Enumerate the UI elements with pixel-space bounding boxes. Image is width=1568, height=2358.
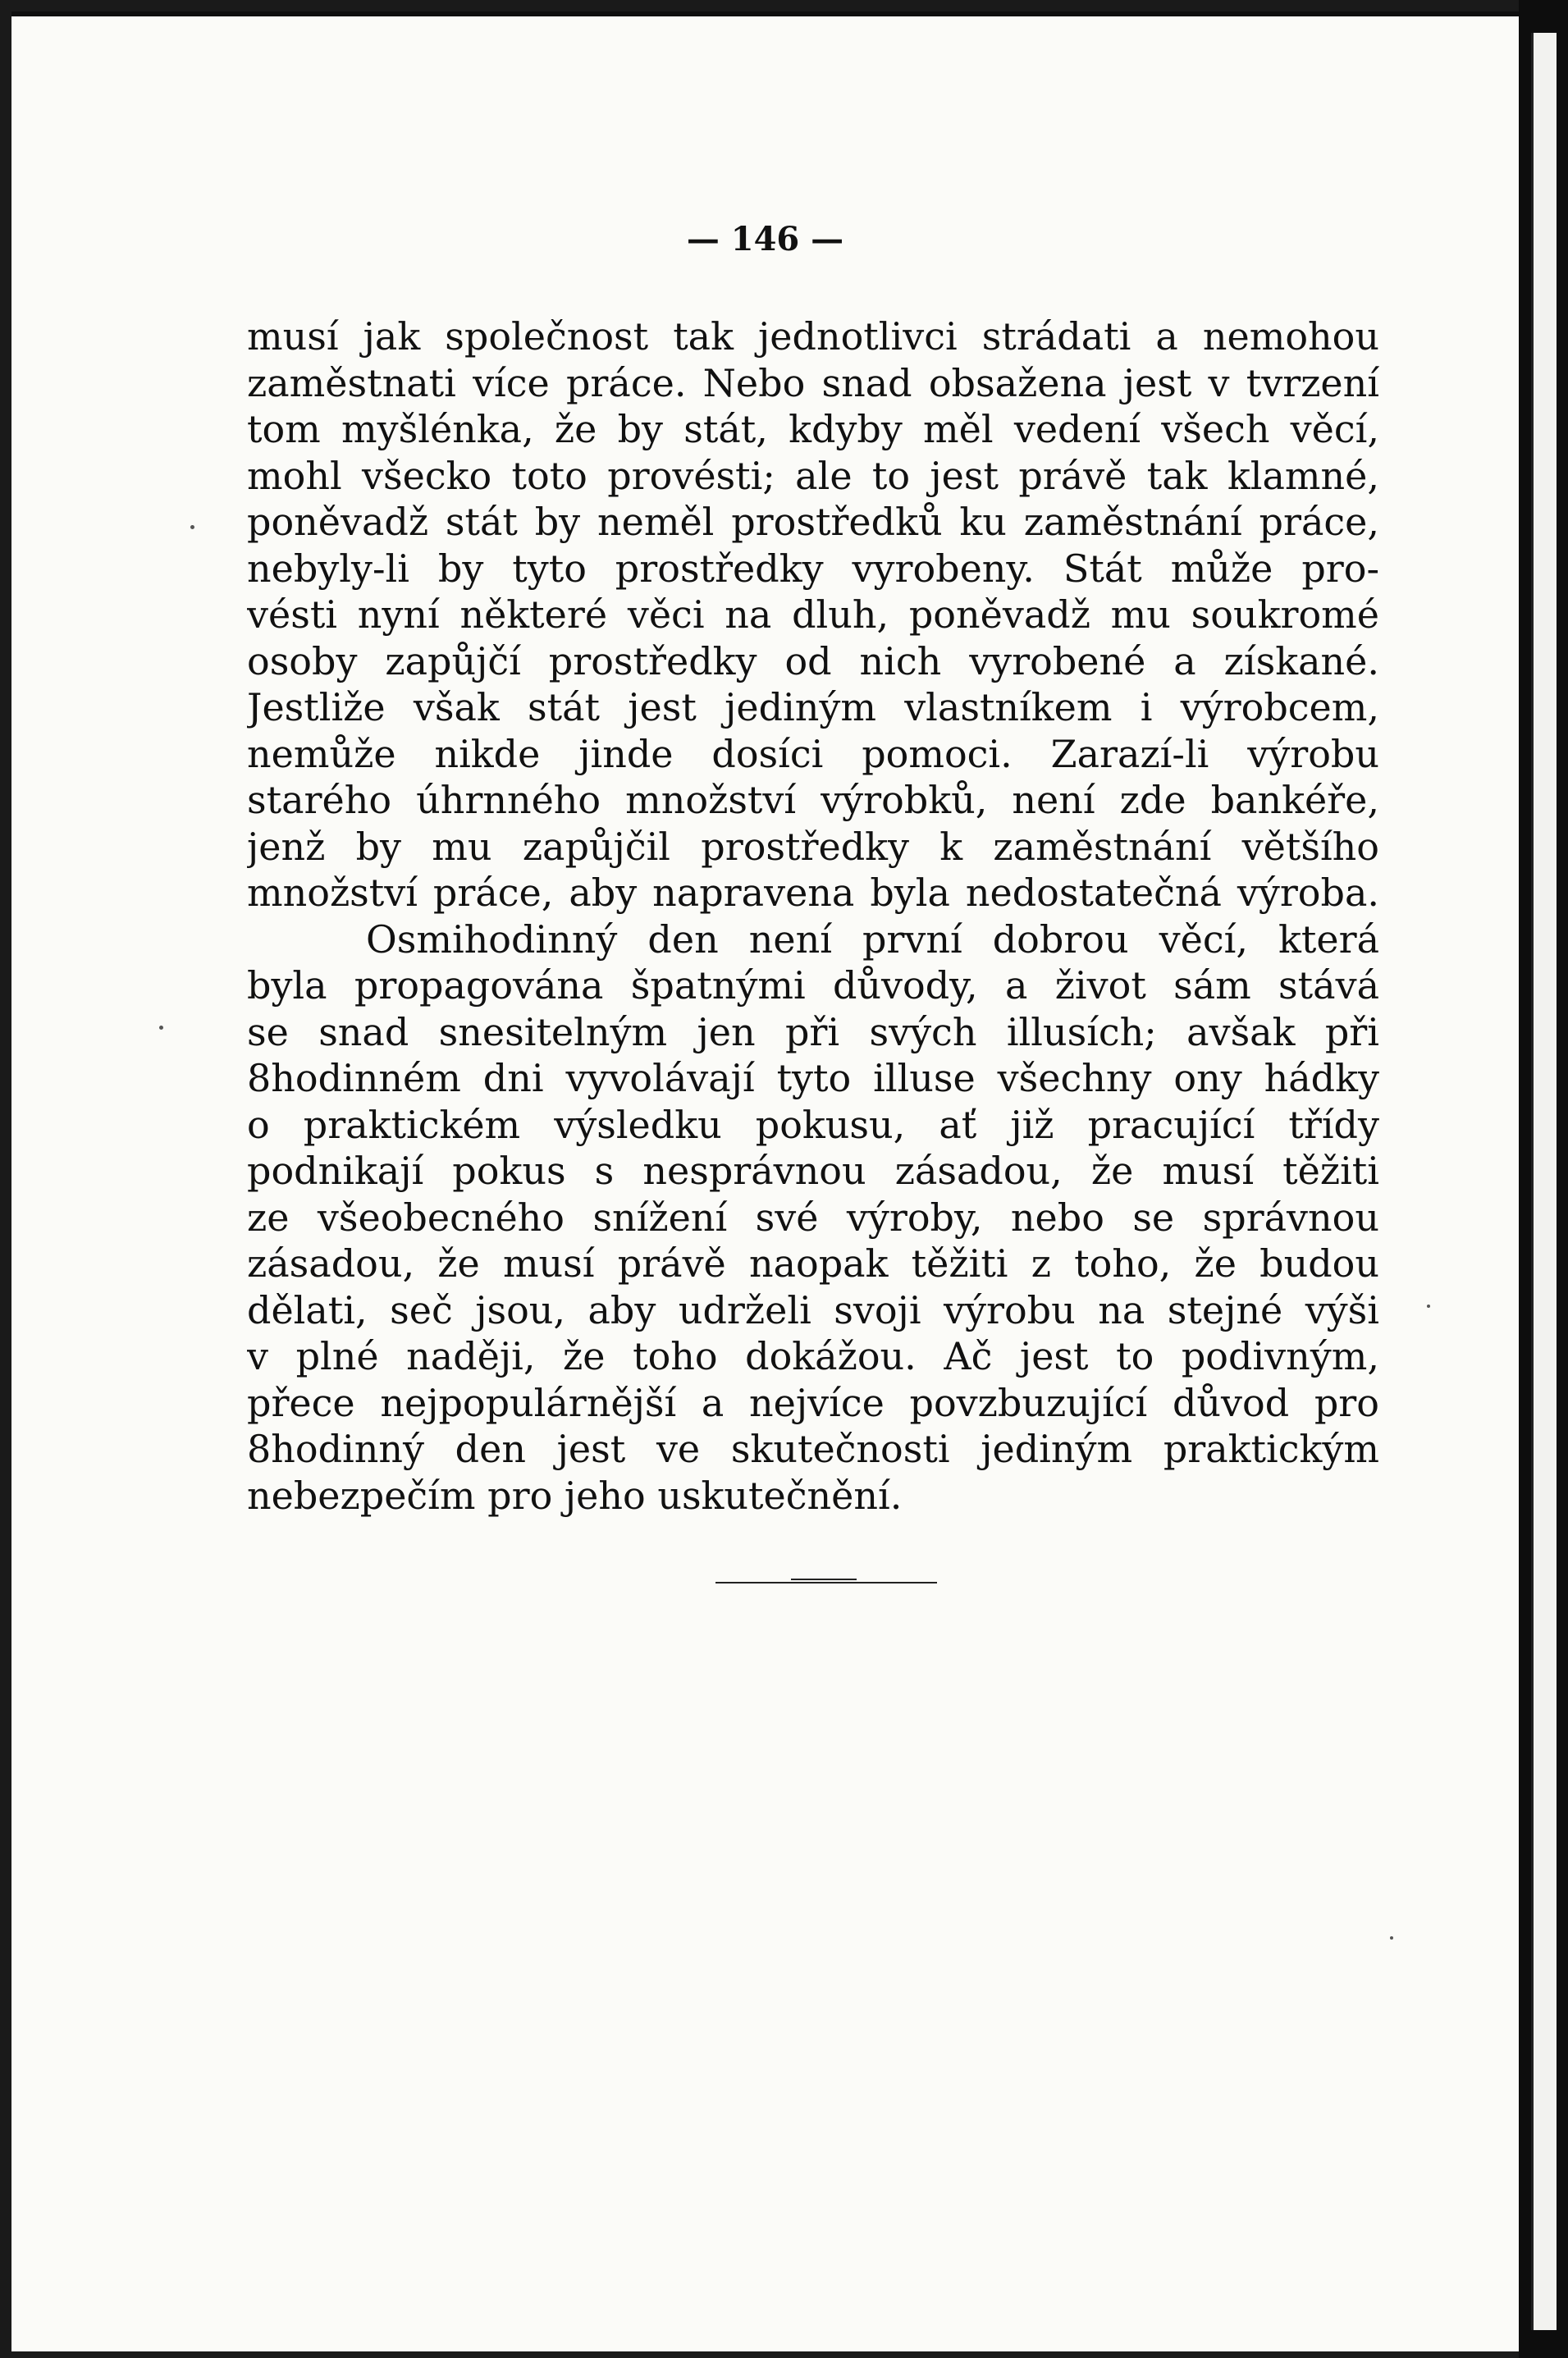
text-line: nebyly-li by tyto prostředky vyrobeny. Stát může pro-	[247, 546, 1379, 591]
scan-speck	[159, 1026, 163, 1030]
text-line: zaměstnati více práce. Nebo snad obsažena jest v tvrzení	[247, 360, 1379, 405]
scan-edge-next-page	[1531, 33, 1557, 2330]
text-line: starého úhrnného množství výrobků, není zde bankéře,	[247, 778, 1379, 822]
text-line: přece nejpopulárnější a nejvíce povzbuzující důvod pro	[247, 1380, 1379, 1425]
text-line: 8hodinném dni vyvolávají tyto illuse všechny ony hádky	[247, 1056, 1379, 1100]
text-line: Jestliže však stát jest jediným vlastníkem i výrobcem,	[247, 685, 1379, 729]
text-line: jenž by mu zapůjčil prostředky k zaměstnání většího	[247, 824, 1379, 869]
text-line: v plné naději, že toho dokážou. Ač jest to podivným,	[247, 1334, 1379, 1378]
text-line: mohl všecko toto provésti; ale to jest právě tak klamné,	[247, 453, 1379, 498]
body-text	[247, 313, 1379, 1519]
text-line: se snad snesitelným jen při svých illusích; avšak při	[247, 1009, 1379, 1054]
page-number: — 146 —	[686, 220, 844, 258]
text-line: vésti nyní některé věci na dluh, poněvadž mu soukromé	[247, 592, 1379, 637]
text-line: byla propagována špatnými důvody, a život sám stává	[247, 963, 1379, 1008]
text-line: podnikají pokus s nesprávnou zásadou, že musí těžiti	[247, 1149, 1379, 1193]
text-line: dělati, seč jsou, aby udrželi svoji výrobu na stejné výši	[247, 1287, 1379, 1332]
section-end-rule-accent	[791, 1579, 857, 1580]
section-end-rule	[715, 1582, 937, 1583]
text-line: o praktickém výsledku pokusu, ať již pracující třídy	[247, 1102, 1379, 1147]
text-line: osoby zapůjčí prostředky od nich vyrobené a získané.	[247, 638, 1379, 683]
text-line: Osmihodinný den není první dobrou věcí, která	[366, 916, 1379, 962]
text-line: množství práce, aby napravena byla nedostatečná výroba.	[247, 871, 1379, 915]
scan-speck	[1390, 1936, 1393, 1940]
text-line: nebezpečím pro jeho uskutečnění.	[247, 1473, 903, 1518]
text-line: 8hodinný den jest ve skutečnosti jediným praktickým	[247, 1427, 1379, 1471]
text-line: tom myšlénka, že by stát, kdyby měl vedení všech věcí,	[247, 407, 1379, 451]
scan-speck	[1427, 1305, 1430, 1308]
text-line: nemůže nikde jinde dosíci pomoci. Zarazí-li výrobu	[247, 731, 1379, 776]
scan-speck	[190, 525, 194, 529]
text-line: zásadou, že musí právě naopak těžiti z toho, že budou	[247, 1241, 1379, 1286]
text-line: ze všeobecného snížení své výroby, nebo se správnou	[247, 1195, 1379, 1240]
book-page	[11, 11, 1519, 2351]
text-line: poněvadž stát by neměl prostředků ku zaměstnání práce,	[247, 500, 1379, 544]
text-line: musí jak společnost tak jednotlivci strádati a nemohou	[247, 314, 1379, 359]
